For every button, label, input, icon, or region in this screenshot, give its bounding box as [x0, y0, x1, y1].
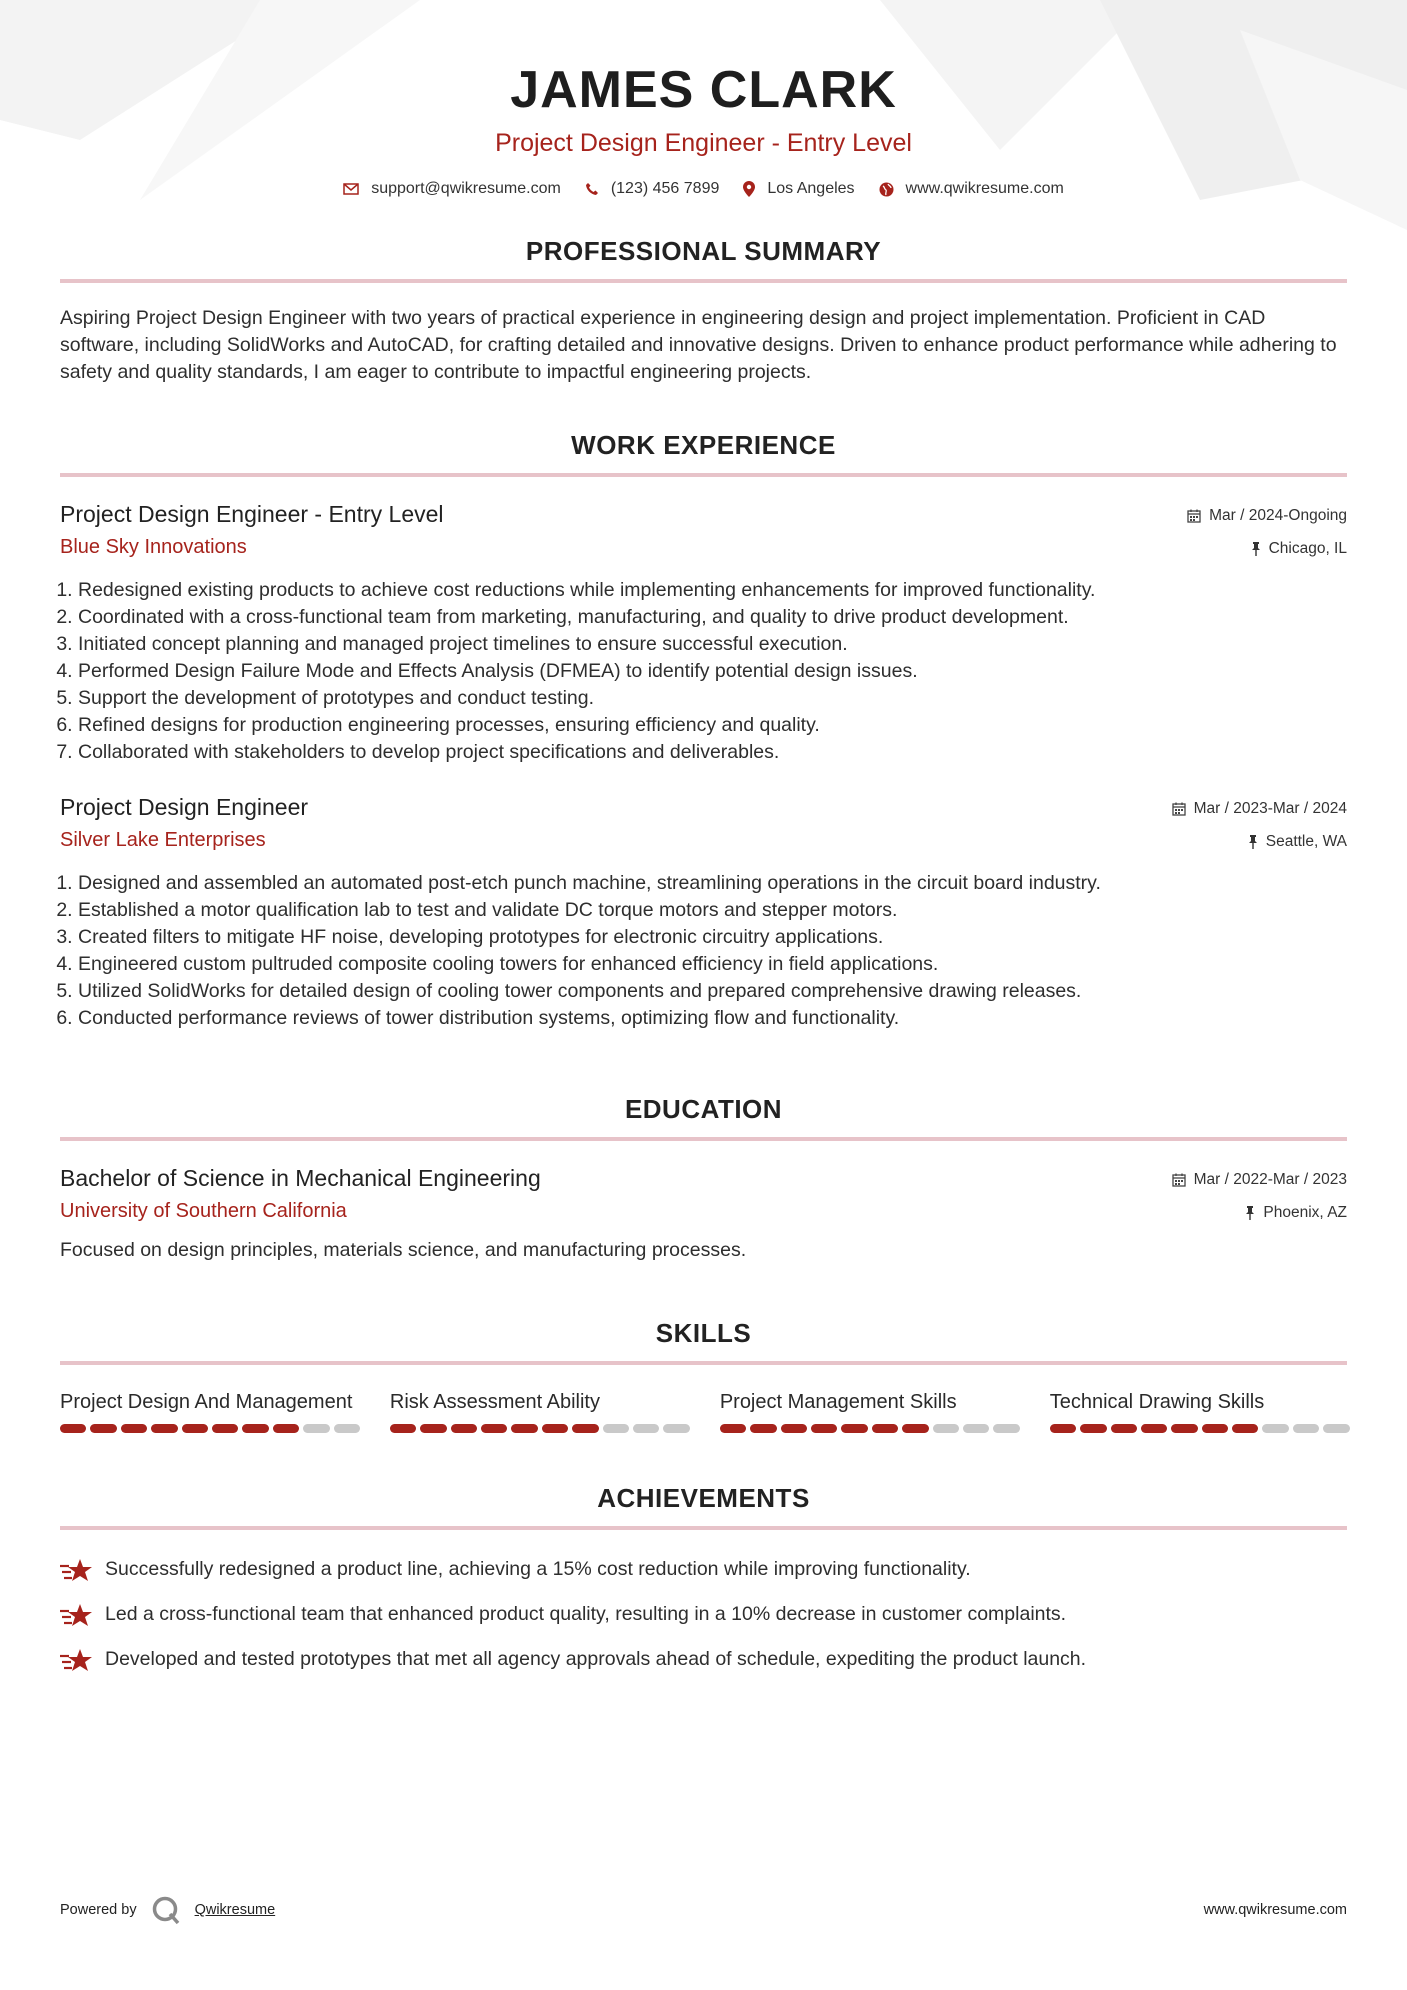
pushpin-icon [1245, 1206, 1255, 1220]
job-dates-text: Mar / 2023-Mar / 2024 [1193, 800, 1347, 817]
qwikresume-logo-icon [151, 1895, 181, 1925]
skill-level-segment-filled [481, 1424, 507, 1433]
achievements-list [60, 1556, 1347, 1673]
calendar-icon [1172, 802, 1186, 816]
job-bullet: 5. Utilized SolidWorks for detailed design of cooling tower components and prepared comprehensive drawing releases. [78, 978, 1347, 1005]
skill-name: Project Design And Management [60, 1391, 353, 1413]
education-location [1172, 1196, 1347, 1229]
shooting-star-icon [60, 1602, 93, 1628]
achievement-text: Developed and tested prototypes that met all agency approvals ahead of schedule, expediting the product launch. [105, 1648, 1087, 1670]
skill-level-segment-empty [603, 1424, 629, 1433]
skill-level-segment-filled [242, 1424, 268, 1433]
summary-heading: PROFESSIONAL SUMMARY [60, 236, 1347, 283]
job-bullet: 1. Redesigned existing products to achieve cost reductions while implementing enhancements for improved functionality. [78, 577, 1347, 604]
job-location [1172, 825, 1347, 858]
skill-item [390, 1389, 690, 1433]
shooting-star-icon [60, 1647, 93, 1673]
skill-level-segment-empty [1323, 1424, 1349, 1433]
skill-level-segment-filled [420, 1424, 446, 1433]
achievement-item [60, 1646, 1347, 1673]
skill-level-segment-filled [572, 1424, 598, 1433]
footer [60, 1895, 1347, 1925]
map-pin-icon [743, 181, 755, 197]
achievements-section [60, 1483, 1347, 1673]
skill-level-segment-filled [390, 1424, 416, 1433]
job-company: Blue Sky Innovations [60, 536, 247, 558]
calendar-icon [1187, 509, 1201, 523]
skill-level-segment-filled [1050, 1424, 1076, 1433]
skill-level-segment-filled [121, 1424, 147, 1433]
skill-level-segment-filled [720, 1424, 746, 1433]
experience-section [60, 430, 1347, 1032]
skill-item [60, 1389, 360, 1433]
job-bullet: 2. Established a motor qualification lab to test and validate DC torque motors and stepper motors. [78, 897, 1347, 924]
job-dates [1172, 792, 1347, 825]
skill-level-segment-filled [1141, 1424, 1167, 1433]
skill-level-segment-filled [811, 1424, 837, 1433]
phone-icon [585, 182, 599, 196]
candidate-title: Project Design Engineer - Entry Level [495, 129, 912, 157]
skill-level-segment-filled [182, 1424, 208, 1433]
skill-name: Project Management Skills [719, 1391, 957, 1413]
calendar-icon [1172, 1173, 1186, 1187]
skill-level-segment-filled [750, 1424, 776, 1433]
job-entry [60, 792, 1347, 1032]
skill-level-segment-filled [273, 1424, 299, 1433]
job-bullet: 4. Performed Design Failure Mode and Effects Analysis (DFMEA) to identify potential design issues. [78, 658, 1347, 685]
job-title: Project Design Engineer - Entry Level [60, 501, 444, 527]
pushpin-icon [1248, 835, 1258, 849]
skill-level-segment-filled [1232, 1424, 1258, 1433]
degree: Bachelor of Science in Mechanical Engineering [60, 1165, 541, 1191]
envelope-icon [343, 183, 359, 195]
skill-level-segment-filled [511, 1424, 537, 1433]
education-heading: EDUCATION [60, 1094, 1347, 1141]
skill-level-bar [720, 1424, 1020, 1433]
achievement-text: Successfully redesigned a product line, achieving a 15% cost reduction while improving functionality. [105, 1558, 971, 1580]
shooting-star-icon [60, 1557, 93, 1583]
achievements-heading: ACHIEVEMENTS [60, 1483, 1347, 1530]
skill-level-segment-empty [633, 1424, 659, 1433]
job-bullet: 4. Engineered custom pultruded composite cooling towers for enhanced efficiency in field applications. [78, 951, 1347, 978]
summary-section [60, 236, 1347, 386]
job-bullets [60, 870, 1347, 1032]
skill-level-segment-filled [542, 1424, 568, 1433]
education-description: Focused on design principles, materials science, and manufacturing processes. [60, 1239, 747, 1261]
job-location-text: Seattle, WA [1265, 833, 1347, 850]
job-dates-text: Mar / 2024-Ongoing [1209, 507, 1347, 524]
skill-level-segment-filled [60, 1424, 86, 1433]
skill-level-segment-empty [663, 1424, 689, 1433]
job-bullet: 5. Support the development of prototypes and conduct testing. [78, 685, 1347, 712]
education-section [60, 1094, 1347, 1264]
summary-text: Aspiring Project Design Engineer with two years of practical experience in engineering design and project implementation. Proficient in CAD software, including SolidWorks and AutoCAD, for crafting detailed and innovative designs. Driven to enhance product performance while adhering to safety and quality standards, I am eager to contribute to impactful engineering projects. [60, 307, 1337, 383]
skill-level-segment-filled [90, 1424, 116, 1433]
contact-email [343, 180, 561, 198]
skill-level-segment-filled [1111, 1424, 1137, 1433]
email-text[interactable]: support@qwikresume.com [371, 180, 561, 197]
education-dates [1172, 1163, 1347, 1196]
education-entry [60, 1163, 1347, 1264]
candidate-name: JAMES CLARK [510, 61, 897, 119]
job-location-text: Chicago, IL [1268, 540, 1347, 557]
skill-level-bar [390, 1424, 690, 1433]
achievement-item [60, 1556, 1347, 1583]
skills-list [60, 1389, 1347, 1433]
skill-level-segment-empty [993, 1424, 1019, 1433]
skill-level-segment-filled [781, 1424, 807, 1433]
skill-level-segment-empty [963, 1424, 989, 1433]
school: University of Southern California [60, 1200, 347, 1222]
brand-link[interactable]: Qwikresume [194, 1902, 276, 1918]
job-company: Silver Lake Enterprises [60, 829, 266, 851]
skill-level-segment-empty [334, 1424, 360, 1433]
skill-level-segment-filled [841, 1424, 867, 1433]
job-bullet: 7. Collaborated with stakeholders to develop project specifications and deliverables. [78, 739, 1347, 766]
skill-item [720, 1389, 1020, 1433]
skill-level-segment-filled [1080, 1424, 1106, 1433]
contact-phone [585, 180, 720, 198]
resume-header [60, 0, 1347, 198]
skill-level-segment-filled [451, 1424, 477, 1433]
experience-heading: WORK EXPERIENCE [60, 430, 1347, 477]
skill-level-segment-empty [933, 1424, 959, 1433]
achievement-text: Led a cross-functional team that enhanced product quality, resulting in a 10% decrease in customer complaints. [105, 1603, 1067, 1625]
job-title: Project Design Engineer [60, 794, 309, 820]
achievement-item [60, 1601, 1347, 1628]
contact-location [743, 180, 854, 198]
skill-item [1050, 1389, 1350, 1433]
website-text[interactable]: www.qwikresume.com [905, 180, 1064, 197]
job-bullet: 6. Conducted performance reviews of tower distribution systems, optimizing flow and functionality. [78, 1005, 1347, 1032]
skill-name: Risk Assessment Ability [389, 1391, 600, 1413]
skill-level-segment-filled [212, 1424, 238, 1433]
skills-section [60, 1318, 1347, 1433]
education-location-text: Phoenix, AZ [1263, 1204, 1347, 1221]
job-dates [1187, 499, 1347, 532]
pushpin-icon [1251, 542, 1261, 556]
contact-website [879, 180, 1064, 198]
job-location [1187, 532, 1347, 565]
skill-level-segment-filled [872, 1424, 898, 1433]
job-bullet: 3. Created filters to mitigate HF noise, developing prototypes for electronic circuitry applications. [78, 924, 1347, 951]
job-bullet: 3. Initiated concept planning and managed project timelines to ensure successful execution. [78, 631, 1347, 658]
skill-level-bar [1050, 1424, 1350, 1433]
education-dates-text: Mar / 2022-Mar / 2023 [1193, 1171, 1347, 1188]
location-text: Los Angeles [767, 180, 855, 197]
job-bullet: 1. Designed and assembled an automated post-etch punch machine, streamlining operations in the circuit board industry. [78, 870, 1347, 897]
job-bullet: 6. Refined designs for production engineering processes, ensuring efficiency and quality. [78, 712, 1347, 739]
skill-level-segment-empty [1262, 1424, 1288, 1433]
skill-name: Technical Drawing Skills [1049, 1391, 1265, 1413]
skill-level-segment-filled [1171, 1424, 1197, 1433]
contact-row [60, 180, 1347, 198]
phone-text[interactable]: (123) 456 7899 [610, 180, 720, 197]
skill-level-segment-filled [1202, 1424, 1228, 1433]
job-bullets [60, 577, 1347, 766]
skill-level-segment-empty [1293, 1424, 1319, 1433]
skill-level-segment-filled [151, 1424, 177, 1433]
skill-level-bar [60, 1424, 360, 1433]
powered-by-label: Powered by [60, 1902, 137, 1918]
skills-heading: SKILLS [60, 1318, 1347, 1365]
skill-level-segment-filled [902, 1424, 928, 1433]
footer-website[interactable]: www.qwikresume.com [1203, 1902, 1347, 1918]
job-bullet: 2. Coordinated with a cross-functional team from marketing, manufacturing, and quality to drive product development. [78, 604, 1347, 631]
job-entry [60, 499, 1347, 766]
globe-icon [879, 182, 894, 197]
skill-level-segment-empty [303, 1424, 329, 1433]
